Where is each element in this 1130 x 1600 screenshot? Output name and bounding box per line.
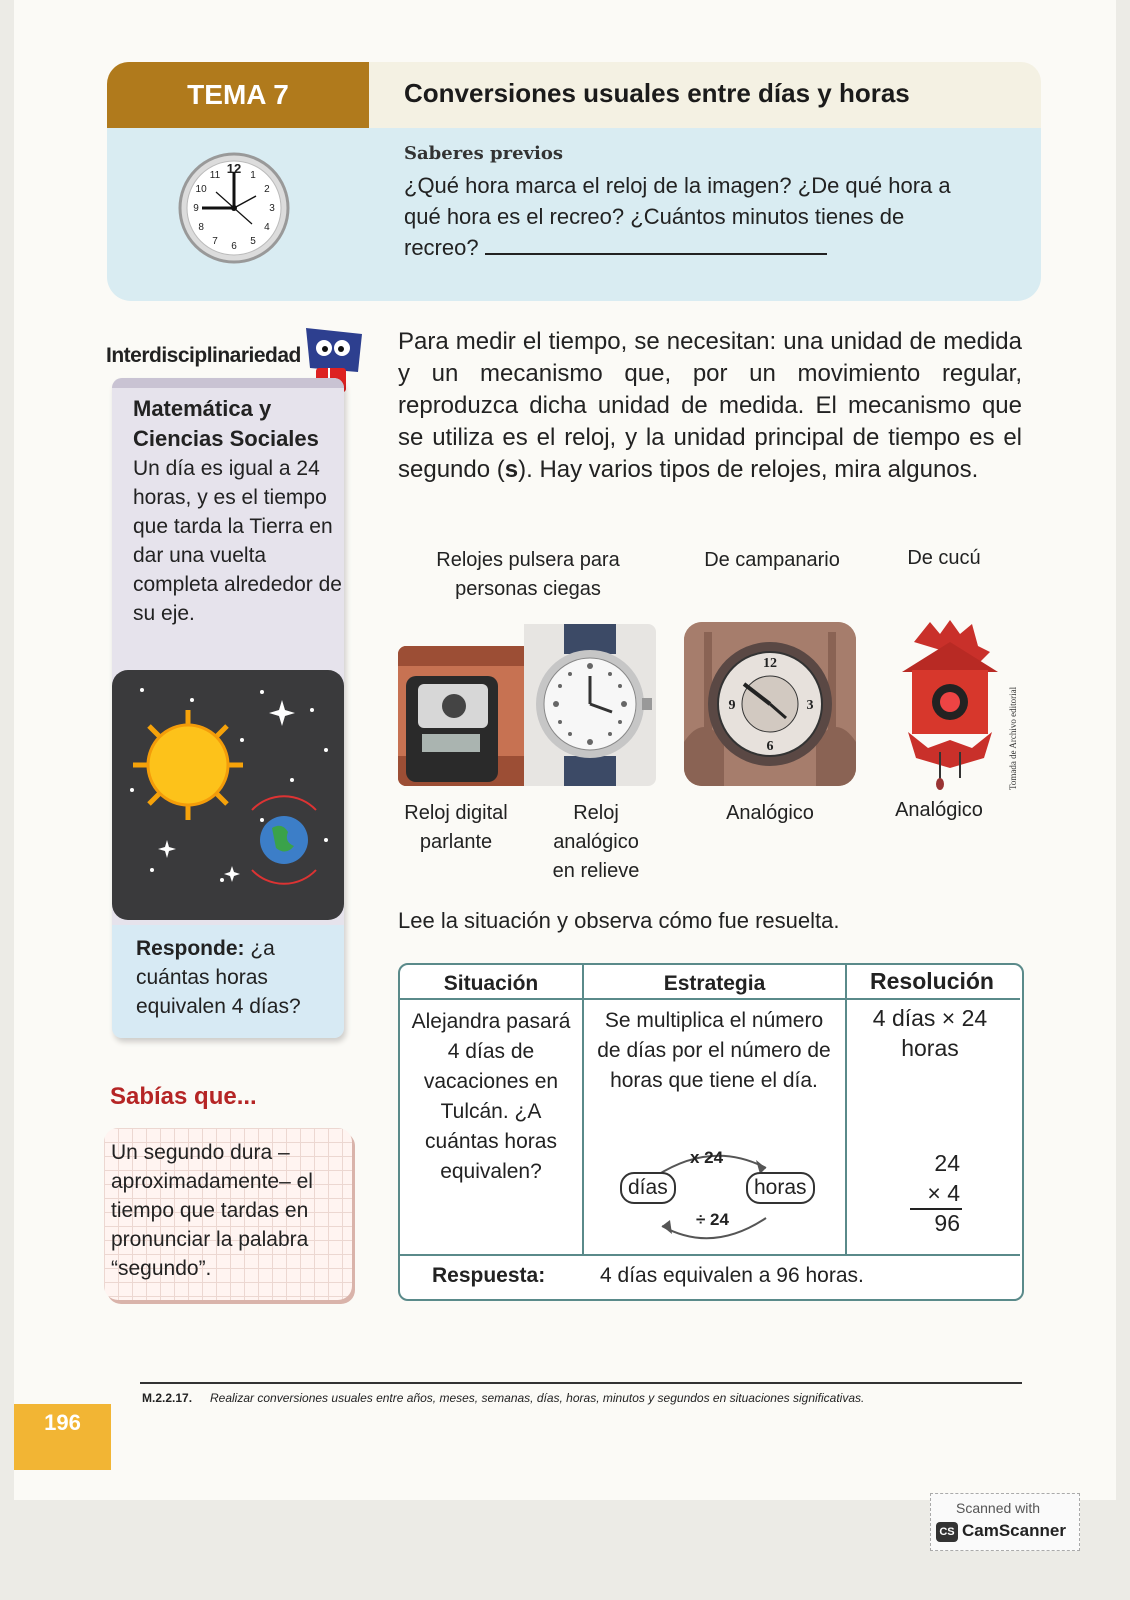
header-situacion: Situación [443, 972, 539, 995]
caption-analogico-cucu: Analógico [895, 799, 983, 821]
clock-numeral: 11 [209, 170, 221, 182]
situacion-text: Alejandra pasará 4 días de vacaciones en Tulcán. ¿A cuántas horas equivalen? [411, 1010, 571, 1183]
calc-result: 96 [934, 1210, 960, 1236]
respuesta-label: Respuesta: [432, 1264, 546, 1287]
talking-watch-photo [398, 646, 524, 786]
saberes-question-text: ¿Qué hora marca el reloj de la imagen? ¿De qué hora a qué hora es el recreo? ¿Cuántos minutos tienes de recreo? [404, 173, 951, 260]
group-caption-blind: Relojes pulsera para personas ciegas [436, 549, 620, 600]
page-number: 196 [14, 1404, 111, 1470]
saberes-question [404, 170, 984, 263]
skill-code: M.2.2.17. [142, 1391, 193, 1405]
intro-unit: s [504, 456, 519, 483]
responde-question [136, 934, 336, 1021]
sun-earth-icon [112, 670, 344, 920]
sun-earth-illustration [112, 670, 344, 920]
clock-numeral: 8 [198, 222, 204, 233]
sabias-que-title: Sabías que... [110, 1083, 257, 1110]
clock-numeral: 1 [250, 170, 256, 182]
calc-factor-b: × 4 [927, 1180, 960, 1206]
group-caption-campanario: De campanario [704, 549, 840, 571]
photo-credit [1004, 664, 1022, 794]
clock-numeral: 3 [269, 203, 275, 214]
tema-label: TEMA 7 [187, 79, 289, 110]
table-footer-line [400, 1254, 1020, 1256]
clock-numeral: 12 [226, 161, 242, 176]
clock-numeral: 5 [250, 235, 256, 247]
photo-credit-text: Tomada de Archivo editorial [1008, 686, 1018, 790]
horas-pill: horas [746, 1172, 815, 1204]
divide-label: ÷ 24 [696, 1210, 729, 1229]
intro-paragraph [398, 326, 1022, 486]
header-estrategia: Estrategia [663, 972, 766, 995]
subject-body: Un día es igual a 24 horas, y es el tiempo que tarda la Tierra en dar una vuelta completa alrededor de su eje. [133, 457, 342, 625]
multiply-label: x 24 [690, 1148, 724, 1167]
cuckoo-clock-photo [884, 612, 1014, 790]
tower-num-12: 12 [763, 656, 777, 671]
sabias-que-text: Un segundo dura –aproximadamente– el tiempo que tardas en pronunciar la palabra “segundo”. [111, 1141, 313, 1280]
relief-watch-photo [524, 624, 656, 786]
clock-numeral: 7 [212, 235, 218, 247]
intro-after: ). Hay varios tipos de relojes, mira algunos. [518, 456, 979, 483]
subject-heading: Matemática y Ciencias Sociales [133, 396, 319, 451]
caption-analogico-relieve: Reloj analógico en relieve [552, 802, 640, 882]
respuesta-text: 4 días equivalen a 96 horas. [600, 1264, 864, 1287]
tower-clock-icon [684, 622, 856, 786]
bell-tower-clock-photo [684, 622, 856, 786]
saberes-title: Saberes previos [404, 143, 563, 164]
group-caption-cucu: De cucú [907, 547, 981, 569]
skill-description: Realizar conversiones usuales entre años, meses, semanas, días, horas, minutos y segundos en situaciones significativas. [210, 1391, 865, 1405]
clock-numeral: 4 [264, 222, 270, 233]
tema-tab [107, 62, 369, 128]
tower-num-6: 6 [766, 739, 774, 754]
cuckoo-clock-icon [884, 612, 1014, 790]
responde-text: ¿a cuántas horas equivalen 4 días? [136, 937, 301, 1018]
resolucion-line: 4 días × 24 horas [872, 1005, 988, 1061]
lee-la-situacion: Lee la situación y observa cómo fue resuelta. [398, 908, 840, 933]
caption-analogico-campanario: Analógico [726, 802, 814, 824]
responde-label: Responde: [136, 937, 245, 960]
scanner-line-2: CamScanner [962, 1521, 1066, 1540]
scanner-line-1: Scanned with [956, 1500, 1041, 1516]
camscanner-logo-icon: CS [936, 1522, 958, 1542]
digital-watch-icon [398, 646, 524, 786]
calc-factor-a: 24 [934, 1150, 960, 1176]
header-resolucion: Resolución [870, 968, 994, 994]
analog-relief-watch-icon [524, 624, 656, 786]
clock-numeral: 6 [231, 241, 237, 252]
tower-num-9: 9 [728, 698, 736, 713]
table-divider-2 [845, 963, 847, 1255]
table-divider-1 [582, 963, 584, 1255]
clock-numeral: 10 [195, 184, 207, 195]
page-title: Conversiones usuales entre días y horas [404, 78, 910, 108]
clock-numeral: 9 [193, 203, 199, 214]
answer-line[interactable] [485, 235, 827, 255]
clock-numeral: 2 [264, 184, 270, 195]
wall-clock-icon [176, 148, 292, 272]
estrategia-text: Se multiplica el número de días por el número de horas que tiene el día. [597, 1009, 831, 1092]
dias-pill: días [620, 1172, 676, 1204]
interdisciplinariedad-title: Interdisciplinariedad [106, 344, 301, 367]
table-header-line [400, 998, 1020, 1000]
footer-rule [140, 1382, 1022, 1384]
tower-num-3: 3 [806, 698, 814, 713]
intro-before: Para medir el tiempo, se necesitan: una unidad de medida y un mecanismo que, por un movimiento regular, reproduzca dicha unidad de medida. El mecanismo que se utiliza es el reloj, y la unidad principal de tiempo es el segundo ( [398, 328, 1022, 483]
caption-digital-parlante: Reloj digital parlante [404, 802, 508, 853]
